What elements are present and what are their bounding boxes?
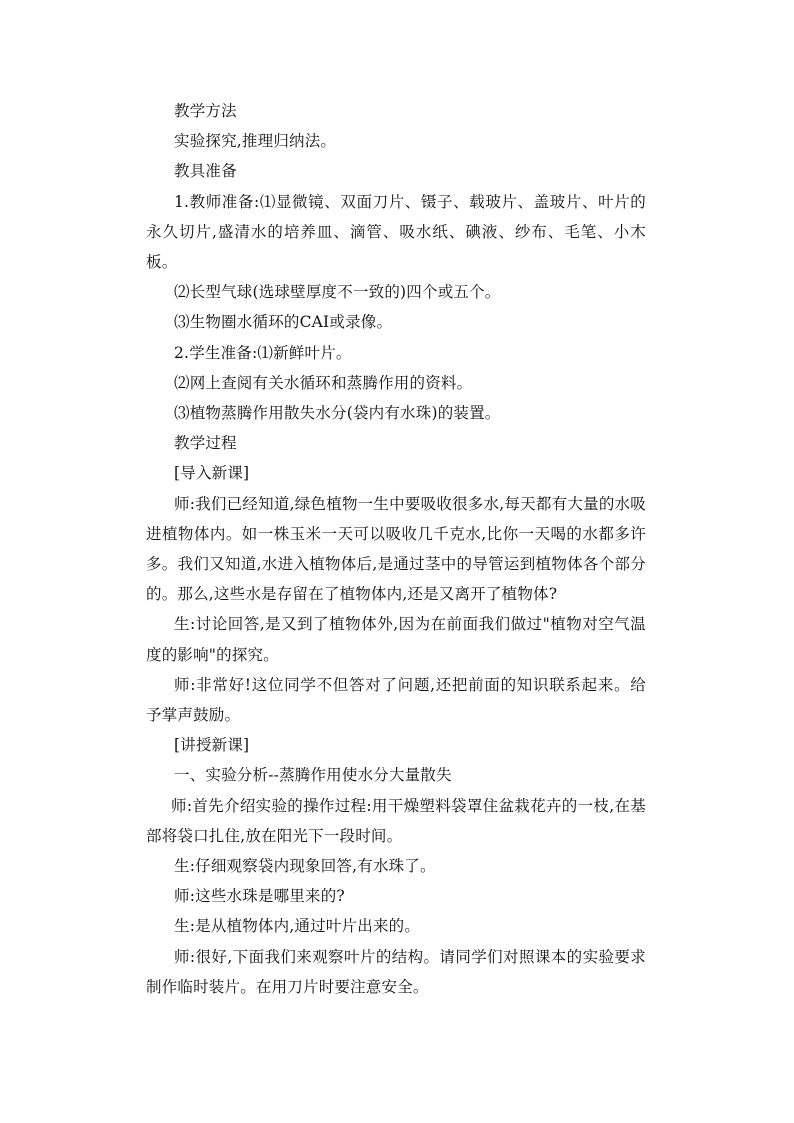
heading-teaching-process: 教学过程	[174, 434, 237, 453]
document-body	[146, 96, 646, 1002]
section-introduce-new-lesson: [导入新课]	[174, 464, 250, 483]
paragraph-cai: ⑶生物圈水循环的CAI或录像。	[174, 313, 393, 332]
paragraph-student-prep: 2.学生准备:⑴新鲜叶片。	[174, 343, 352, 362]
paragraph-apparatus: ⑶植物蒸腾作用散失水分(袋内有水珠)的装置。	[174, 404, 501, 423]
heading-experiment-analysis: 一、实验分析--蒸腾作用使水分大量散失	[174, 766, 452, 785]
paragraph-teacher-prep: 1.教师准备:⑴显微镜、双面刀片、镊子、载玻片、盖玻片、叶片的永久切片,盛清水的培养皿、滴管、吸水纸、碘液、纱布、毛笔、小木板。	[146, 192, 646, 272]
heading-teaching-aids: 教具准备	[174, 162, 237, 181]
paragraph-method: 实验探究,推理归纳法。	[174, 132, 337, 151]
paragraph-teacher-question: 师:这些水珠是哪里来的?	[174, 887, 345, 906]
heading-teaching-method: 教学方法	[174, 102, 237, 120]
paragraph-teacher-intro: 师:我们已经知道,绿色植物一生中要吸收很多水,每天都有大量的水吸进植物体内。如一株玉米一天可以吸收几千克水,比你一天喝的水都多许多。我们又知道,水进入植物体后,是通过茎中的导管运到植物体各个部分的。那么,这些水是存留在了植物体内,还是又离开了植物体?	[146, 494, 646, 604]
section-teach-new-lesson: [讲授新课]	[174, 736, 250, 755]
paragraph-student-answer: 生:讨论回答,是又到了植物体外,因为在前面我们做过"植物对空气温度的影响"的探究。	[146, 615, 646, 664]
paragraph-student-observe: 生:仔细观察袋内现象回答,有水珠了。	[174, 857, 436, 876]
paragraph-teacher-leaf-structure: 师:很好,下面我们来观察叶片的结构。请同学们对照课本的实验要求制作临时装片。在用刀片时要注意安全。	[146, 947, 646, 996]
paragraph-experiment-procedure: 师:首先介绍实验的操作过程:用干燥塑料袋罩住盆栽花卉的一枝,在基部将袋口扎住,放在阳光下一段时间。	[146, 796, 646, 845]
paragraph-teacher-praise: 师:非常好!这位同学不但答对了问题,还把前面的知识联系起来。给予掌声鼓励。	[146, 675, 646, 725]
paragraph-student-reply: 生:是从植物体内,通过叶片出来的。	[174, 917, 421, 936]
paragraph-balloons: ⑵长型气球(选球壁厚度不一致的)四个或五个。	[174, 283, 501, 302]
paragraph-online-research: ⑵网上查阅有关水循环和蒸腾作用的资料。	[174, 373, 473, 392]
